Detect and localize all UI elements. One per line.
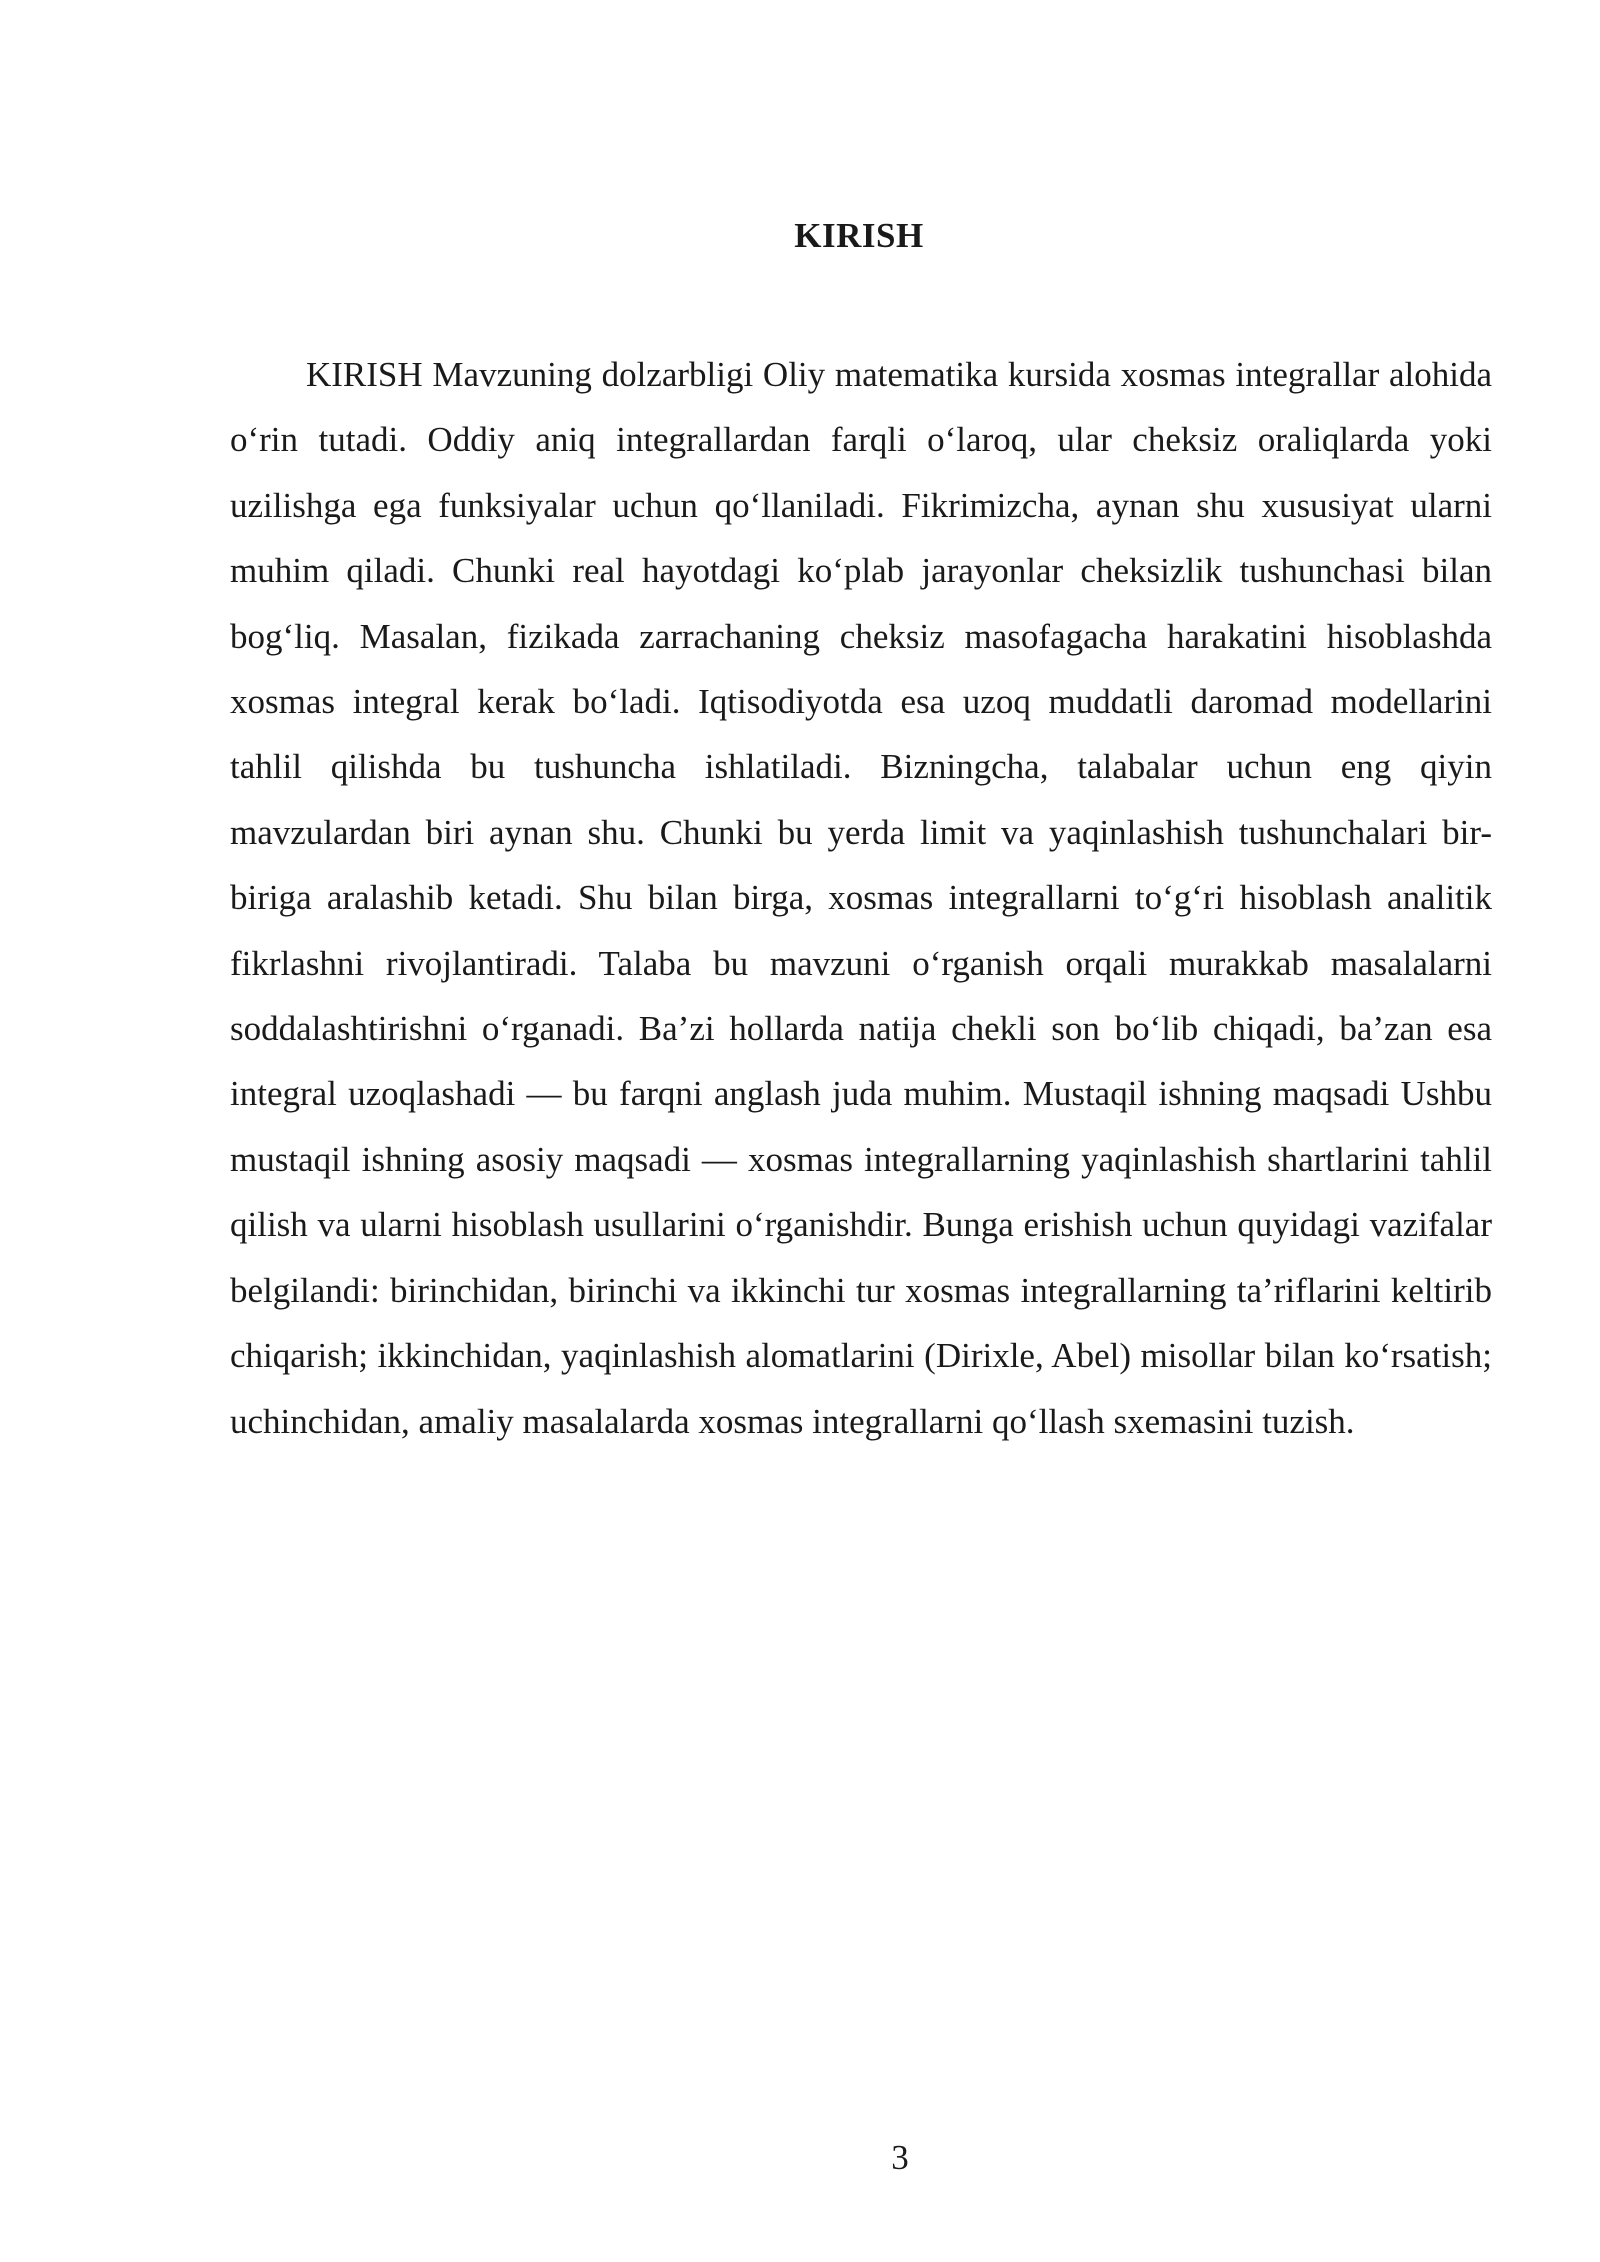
section-heading: KIRISH xyxy=(794,216,924,255)
page-number: 3 xyxy=(891,2138,909,2177)
body-paragraph: KIRISH Mavzuning dolzarbligi Oliy matematika kursida xosmas integrallar alohida o‘rin tutadi. Oddiy aniq integrallardan farqli o‘laroq, ular cheksiz oraliqlarda yoki uzilishga ega funksiyalar uchun qo‘llaniladi. Fikrimizcha, aynan shu xususiyat ularni muhim qiladi. Chunki real hayotdagi ko‘plab jarayonlar cheksizlik tushunchasi bilan bog‘liq. Masalan, fizikada zarrachaning cheksiz masofagacha harakatini hisoblashda xosmas integral kerak bo‘ladi. Iqtisodiyotda esa uzoq muddatli daromad modellarini tahlil qilishda bu tushuncha ishlatiladi. Bizningcha, talabalar uchun eng qiyin mavzulardan biri aynan shu. Chunki bu yerda limit va yaqinlashish tushunchalari bir-biriga aralashib ketadi. Shu bilan birga, xosmas integrallarni to‘g‘ri hisoblash analitik fikrlashni rivojlantiradi. Talaba bu mavzuni o‘rganish orqali murakkab masalalarni soddalashtirishni o‘rganadi. Ba’zi hollarda natija chekli son bo‘lib chiqadi, ba’zan esa integral uzoqlashadi — bu farqni anglash juda muhim. Mustaqil ishning maqsadi Ushbu mustaqil ishning asosiy maqsadi — xosmas integrallarning yaqinlashish shartlarini tahlil qilish va ularni hisoblash usullarini o‘rganishdir. Bunga erishish uchun quyidagi vazifalar belgilandi: birinchidan, birinchi va ikkinchi tur xosmas integrallarning ta’riflarini keltirib chiqarish; ikkinchidan, yaqinlashish alomatlarini (Dirixle, Abel) misollar bilan ko‘rsatish; uchinchidan, amaliy masalalarda xosmas integrallarni qo‘llash sxemasini tuzish. xyxy=(230,355,1492,1441)
